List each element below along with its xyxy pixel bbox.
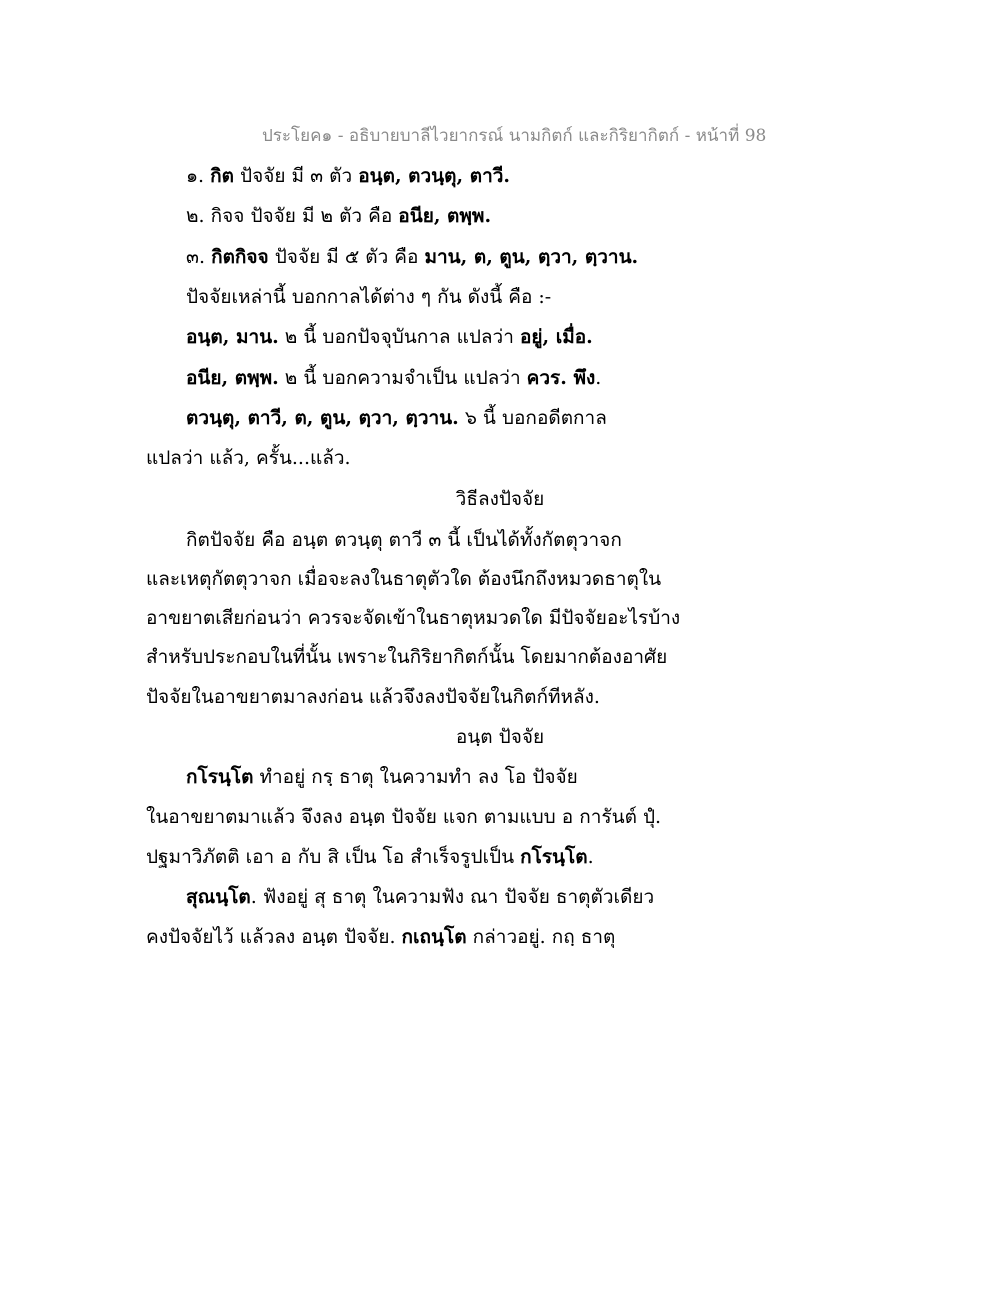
example-line: ในอาขยาตมาแล้ว จึงลง อนฺต ปัจจัย แจก ตามแบบ อ การันต์ ปุํ.: [146, 806, 662, 828]
example-text: ทำอยู่ กรฺ ธาตุ ในความทำ ลง โอ ปัจจัย: [253, 766, 578, 788]
example-word: กเถนฺโต: [401, 926, 467, 948]
group-number: ๓.: [186, 246, 206, 268]
group-name: กิจจ: [210, 205, 245, 227]
group-suffix-list: อนฺต, ตวนฺตุ, ตาวี.: [358, 165, 511, 187]
example-word: สุณนฺโต: [186, 886, 251, 908]
section-title-method: วิธีลงปัจจัย: [455, 488, 545, 510]
section-title-anta: อนฺต ปัจจัย: [455, 726, 545, 748]
example-line: [146, 925, 615, 949]
example-word: กโรนฺโต: [520, 846, 588, 868]
paragraph-line: และเหตุกัตตุวาจก เมื่อจะลงในธาตุตัวใด ต้องนึกถึงหมวดธาตุใน: [146, 568, 662, 590]
page-header: ประโยค๑ - อธิบายบาลีไวยากรณ์ นามกิตก์ และกิริยากิตก์ - หน้าที่ 98: [262, 126, 767, 146]
paragraph-line: อาขยาตเสียก่อนว่า ควรจะจัดเข้าในธาตุหมวดใด มีปัจจัยอะไรบ้าง: [146, 607, 681, 629]
tense-meaning: ควร. พึง: [526, 367, 596, 389]
example-text: คงปัจจัยไว้ แล้วลง อนฺต ปัจจัย.: [146, 926, 402, 948]
paragraph-line: ปัจจัยในอาขยาตมาลงก่อน แล้วจึงลงปัจจัยในกิตก์ทีหลัง.: [146, 686, 600, 708]
group-name: กิตกิจจ: [211, 246, 269, 268]
example-line: [146, 845, 594, 869]
tense-description: ๒ นี้ บอกความจำเป็น แปลว่า: [278, 367, 527, 389]
tense-description: ๒ นี้ บอกปัจจุบันกาล แปลว่า: [278, 326, 520, 348]
group-suffix-list: อนีย, ตพฺพ.: [398, 205, 492, 227]
tense-intro: ปัจจัยเหล่านี้ บอกกาลได้ต่าง ๆ กัน ดังนี้ คือ :-: [186, 286, 552, 308]
tense-row-present: [186, 325, 593, 349]
past-meaning: แปลว่า แล้ว, ครั้น...แล้ว.: [146, 447, 351, 469]
tense-terms: อนฺต, มาน.: [186, 326, 279, 348]
group-description: ปัจจัย มี ๕ ตัว คือ: [274, 246, 419, 268]
example-word: กโรนฺโต: [186, 766, 254, 788]
tense-tail: .: [595, 367, 602, 389]
example-line: [186, 765, 578, 789]
tense-terms: ตวนฺตุ, ตาวี, ต, ตูน, ตฺวา, ตฺวาน.: [186, 407, 459, 429]
group-description: ปัจจัย มี ๒ ตัว คือ: [250, 205, 393, 227]
example-line: [186, 885, 654, 909]
tense-terms: อนีย, ตพฺพ.: [186, 367, 279, 389]
paragraph-line: สำหรับประกอบในที่นั้น เพราะในกิริยากิตก์นั้น โดยมากต้องอาศัย: [146, 646, 668, 668]
tense-row-past: [186, 406, 607, 430]
tense-meaning: อยู่, เมื่อ.: [519, 326, 593, 348]
group-name: กิต: [210, 165, 234, 187]
group-number: ๒.: [186, 205, 205, 227]
group-description: ปัจจัย มี ๓ ตัว: [240, 165, 353, 187]
group-number: ๑.: [186, 165, 205, 187]
example-text: กล่าวอยู่. กถฺ ธาตุ: [466, 926, 616, 948]
group-suffix-list: มาน, ต, ตูน, ตฺวา, ตฺวาน.: [424, 246, 639, 268]
group-row-2: [186, 204, 491, 228]
tense-description: ๖ นี้ บอกอดีตกาล: [458, 407, 607, 429]
tense-row-necessity: [186, 366, 601, 390]
example-text: .: [587, 846, 594, 868]
group-row-1: [186, 164, 510, 188]
paragraph-line: กิตปัจจัย คือ อนฺต ตวนฺตุ ตาวี ๓ นี้ เป็นได้ทั้งกัตตุวาจก: [186, 529, 622, 551]
group-row-3: [186, 245, 638, 269]
example-text: ปฐมาวิภัตติ เอา อ กับ สิ เป็น โอ สำเร็จรูปเป็น: [146, 846, 521, 868]
example-text: . ฟังอยู่ สุ ธาตุ ในความฟัง ณา ปัจจัย ธาตุตัวเดียว: [250, 886, 655, 908]
